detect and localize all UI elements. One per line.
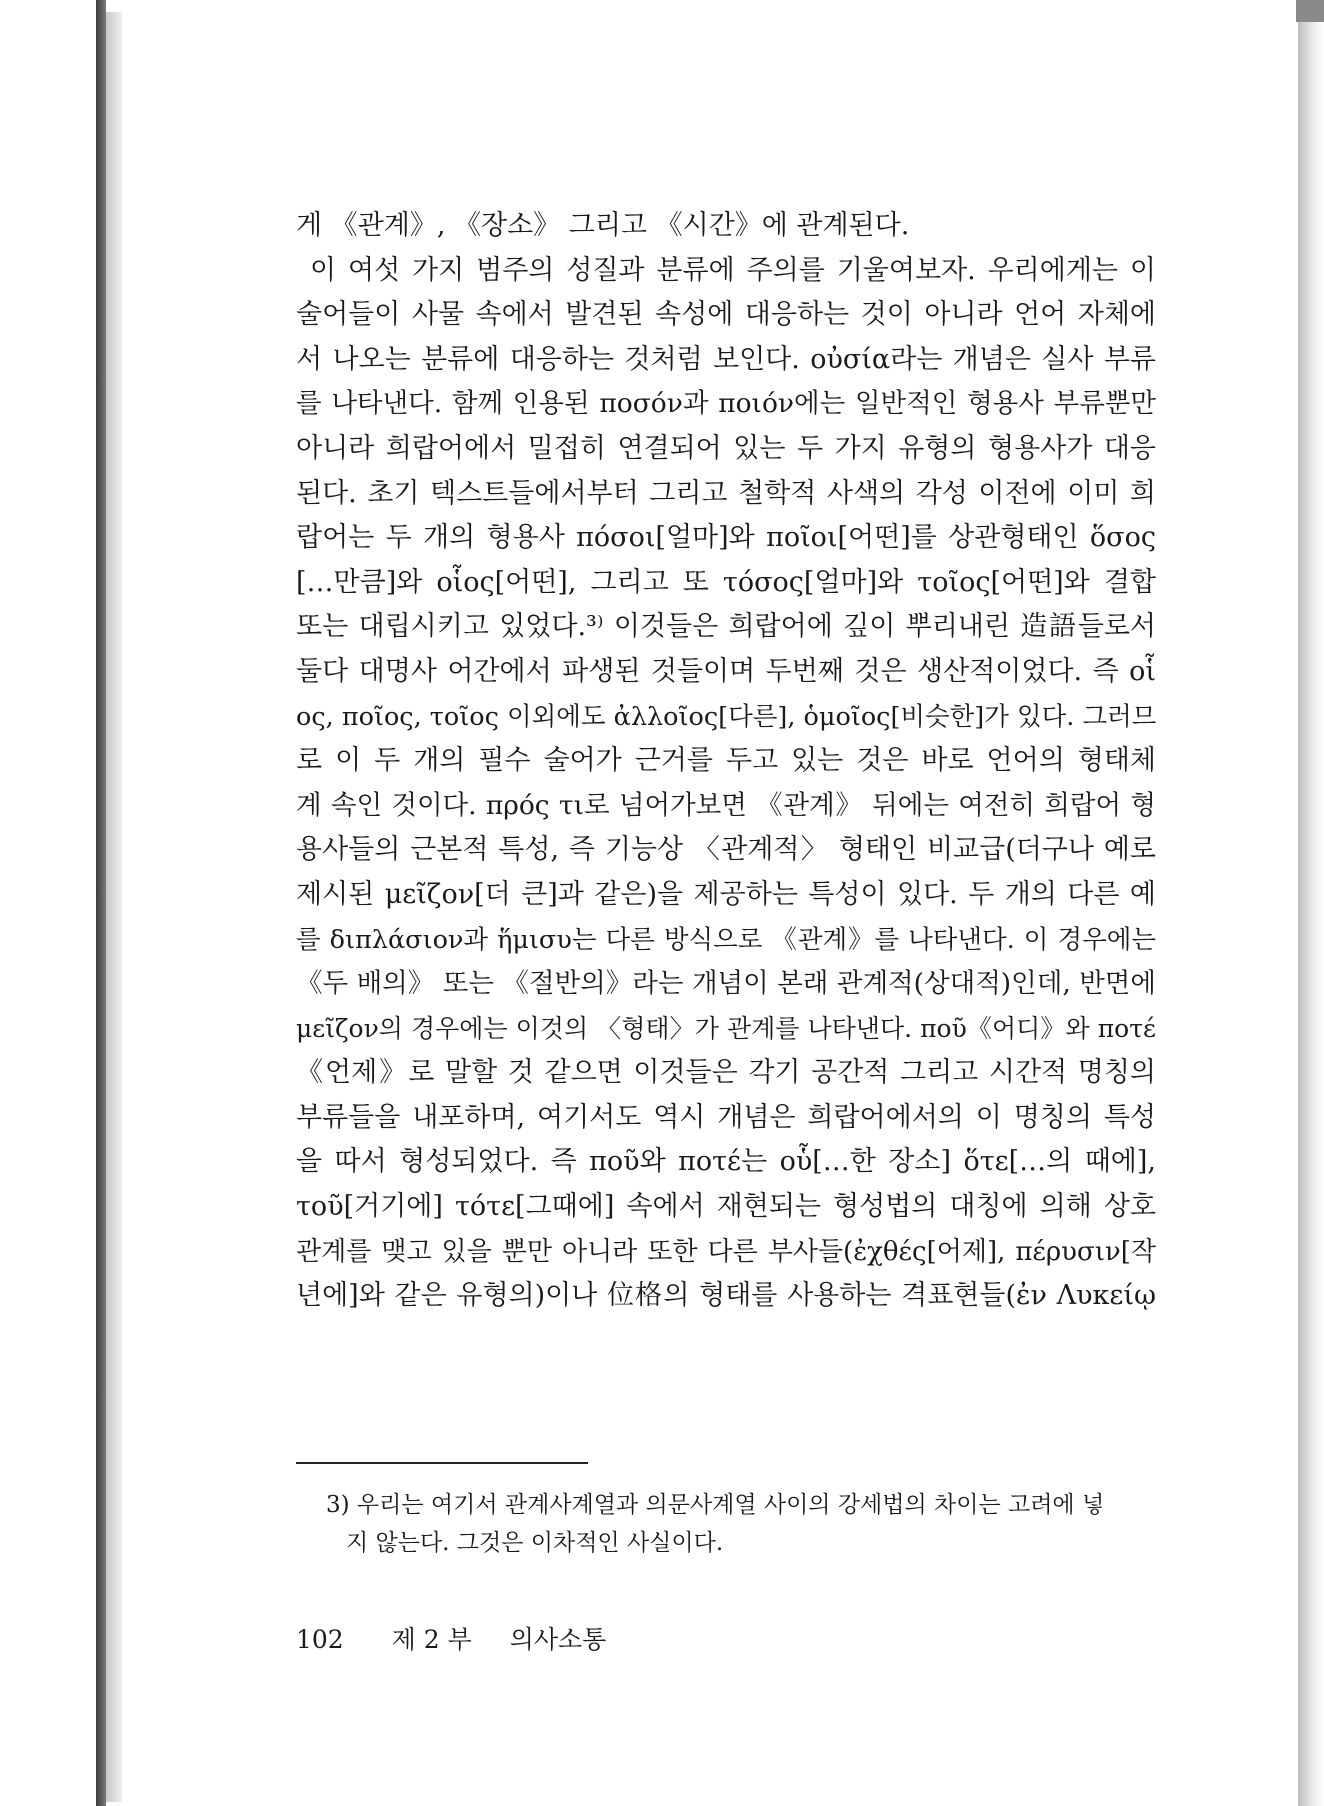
- text-line: 서 나오는 분류에 대응하는 것처럼 보인다. οὐσία라는 개념은 실사 부류: [296, 343, 1156, 375]
- text-line: 를 나타낸다. 함께 인용된 ποσόν과 ποιόν에는 일반적인 형용사 부류뿐만: [296, 388, 1156, 420]
- part-label: 제 2 부: [391, 1625, 472, 1654]
- text-line: μεῖζον의 경우에는 이것의 〈형태〉가 관계를 나타낸다. ποῦ《어디》와 ποτέ: [296, 1013, 1156, 1043]
- body-text: [296, 204, 1156, 1319]
- text-line: 를 διπλάσιον과 ἥμισυ는 다른 방식으로 《관계》를 나타낸다. 이 경우에는: [296, 924, 1156, 955]
- text-line: 계 속인 것이다. πρός τι로 넘어가보면 《관계》 뒤에는 여전히 희랍어 형: [296, 789, 1156, 821]
- book-spine-edge: [96, 0, 106, 1806]
- text-line: 제시된 μεῖζον[더 큰]과 같은)을 제공하는 특성이 있다. 두 개의 다른 예: [296, 878, 1156, 910]
- footnote-line: 지 않는다. 그것은 이차적인 사실이다.: [346, 1530, 724, 1556]
- text-line: 된다. 초기 텍스트들에서부터 그리고 철학적 사색의 각성 이전에 이미 희: [296, 477, 1156, 509]
- text-line: 관계를 맺고 있을 뿐만 아니라 또한 다른 부사들(ἐχθές[어제], πέρυσιν[작: [296, 1236, 1156, 1267]
- footnote-divider: [296, 1462, 588, 1464]
- text-line: 년에]와 같은 유형의)이나 位格의 형태를 사용하는 격표현들(ἐν Λυκείῳ: [296, 1280, 1156, 1312]
- page-stack-edge: [106, 12, 123, 1802]
- text-line: 아니라 희랍어에서 밀접히 연결되어 있는 두 가지 유형의 형용사가 대응: [296, 432, 1156, 464]
- text-line: 랍어는 두 개의 형용사 πόσοι[얼마]와 ποῖοι[어떤]를 상관형태인 ὅσος: [296, 522, 1156, 554]
- text-line: 게 《관계》, 《장소》 그리고 《시간》에 관계된다.: [296, 210, 910, 241]
- text-line: 부류들을 내포하며, 여기서도 역시 개념은 희랍어에서의 이 명칭의 특성: [296, 1101, 1156, 1133]
- section-title: 의사소통: [509, 1625, 607, 1654]
- page-corner-shadow: [1296, 0, 1324, 22]
- text-line: 용사들의 근본적 특성, 즉 기능상 〈관계적〉 형태인 비교급(더구나 예로: [296, 834, 1156, 866]
- text-line: […만큼]와 οἷος[어떤], 그리고 또 τόσος[얼마]와 τοῖος[어떤]와 결합: [296, 566, 1156, 598]
- text-line: 로 이 두 개의 필수 술어가 근거를 두고 있는 것은 바로 언어의 형태체: [296, 745, 1156, 777]
- text-line: 술어들이 사물 속에서 발견된 속성에 대응하는 것이 아니라 언어 자체에: [296, 299, 1156, 331]
- footnote-line: 3) 우리는 여기서 관계사계열과 의문사계열 사이의 강세법의 차이는 고려에 넣: [326, 1492, 1105, 1518]
- footnote: [326, 1486, 1156, 1562]
- page-right-shadow: [1298, 0, 1324, 1806]
- text-line: 《언제》로 말할 것 같으면 이것들은 각기 공간적 그리고 시간적 명칭의: [296, 1057, 1156, 1089]
- text-line: 이 여섯 가지 범주의 성질과 분류에 주의를 기울여보자. 우리에게는 이: [310, 254, 1156, 286]
- text-line: 둘다 대명사 어간에서 파생된 것들이며 두번째 것은 생산적이었다. 즉 οἷ: [296, 655, 1156, 687]
- page-footer: [296, 1620, 606, 1656]
- text-line: 을 따서 형성되었다. 즉 ποῦ와 ποτέ는 οὗ[…한 장소] ὅτε[…의 때에],: [296, 1146, 1156, 1178]
- text-line: 또는 대립시키고 있었다.³⁾ 이것들은 희랍어에 깊이 뿌리내린 造語들로서: [296, 611, 1156, 643]
- text-line: ος, ποῖος, τοῖος 이외에도 ἀλλοῖος[다른], ὁμοῖος[비슷한]가 있다. 그러므: [296, 701, 1156, 732]
- text-line: 《두 배의》 또는 《절반의》라는 개념이 본래 관계적(상대적)인데, 반면에: [296, 968, 1156, 1000]
- page-number: 102: [296, 1625, 344, 1654]
- text-line: τοῦ[거기에] τότε[그때에] 속에서 재현되는 형성법의 대칭에 의해 상호: [296, 1191, 1156, 1223]
